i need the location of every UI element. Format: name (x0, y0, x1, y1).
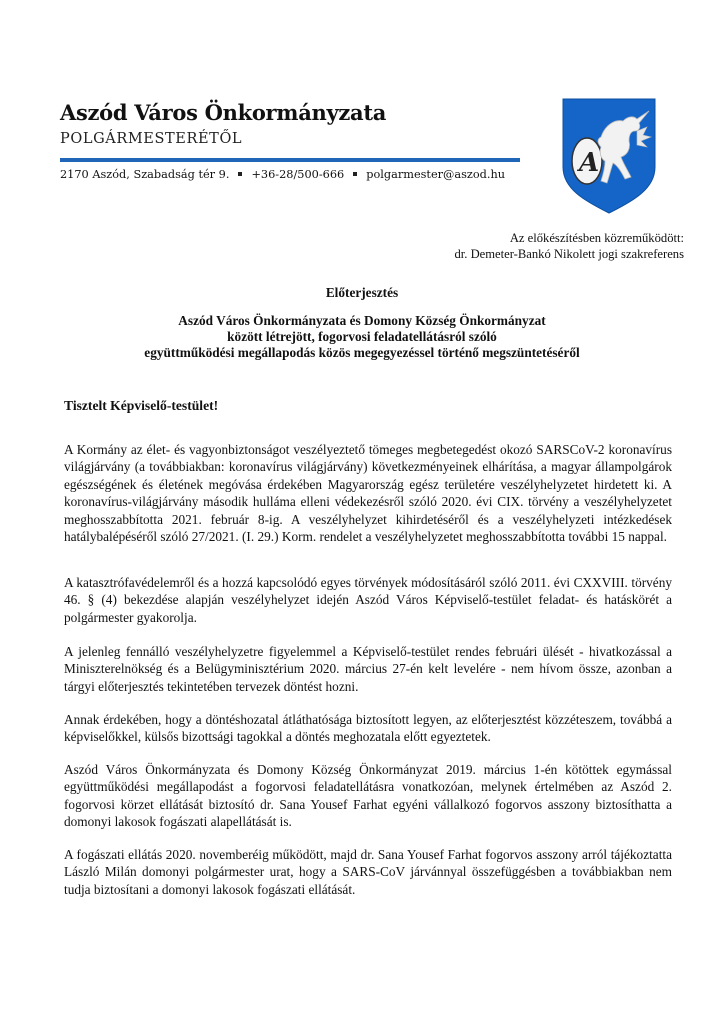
paragraph-text: A fogászati ellátás 2020. novemberéig működött, majd dr. Sana Yousef Farhat fogorvos asszony arról tájékoztatta László Milán domonyi polgármester urat, hogy a SARS-CoV járvánnyal összefüggésben a továbbiakban nem tudja biztosítani a domonyi lakosok fogászati ellátását. (64, 847, 672, 897)
address: 2170 Aszód, Szabadság tér 9. (60, 168, 230, 181)
preparation-person: dr. Demeter-Bankó Nikolett jogi szakreferens (454, 247, 684, 261)
paragraph-text: A Kormány az élet- és vagyonbiztonságot veszélyeztető tömeges megbetegedést okozó SARSCoV-2 koronavírus világjárvány (a továbbiakban: koronavírus világjárvány) következményeinek elhárítása, a magyar állampolgárok egészségének és életének megóvása érdekében Magyarország egész területére veszélyhelyzetet hirdetett ki. A koronavírus-világjárvány második hulláma elleni védekezésről szóló 2020. évi CIX. törvény a veszélyhelyzetet meghosszabbította 2021. február 8-ig. A veszélyhelyzet kihirdetéséről és a veszélyhelyzeti intézkedések hatálybalépéséről szóló 27/2021. (I. 29.) Korm. rendelet a veszélyhelyzetet meghosszabbította további 15 nappal. (64, 442, 672, 545)
document-type: Előterjesztés (325, 285, 399, 300)
office-name: POLGÁRMESTERÉTŐL (60, 131, 243, 147)
organization-name: Aszód Város Önkormányzata (60, 100, 387, 125)
paragraph-text: A katasztrófavédelemről és a hozzá kapcsolódó egyes törvények módosításáról szóló 2011. évi CXXVIII. törvény 46. § (4) bekezdése alapján veszélyhelyzet idején Aszód Város Képviselő-testület feladat- és hatáskörét a polgármester gyakorolja. (64, 575, 672, 625)
email: polgarmester@aszod.hu (366, 168, 506, 181)
salutation: Tisztelt Képviselő-testület! (64, 398, 219, 413)
subject-line: Aszód Város Önkormányzata és Domony Község Önkormányzat (178, 313, 546, 328)
paragraph-text: Aszód Város Önkormányzata és Domony Község Önkormányzat 2019. március 1-én kötöttek egymással együttműködési megállapodást a fogorvosi feladatellátásra vonatkozóan, melynek értelmében az Aszód 2. fogorvosi körzet ellátását biztosító dr. Sana Yousef Farhat egyéni vállalkozó fogorvos asszony biztosíthatta a domonyi lakosok fogászati alapellátását is. (64, 762, 672, 830)
coat-of-arms-icon (561, 97, 657, 215)
body-paragraph (64, 711, 672, 746)
preparation-label: Az előkészítésben közreműködött: (509, 231, 684, 245)
body-paragraph (64, 761, 672, 831)
svg-text:A: A (579, 148, 600, 178)
bullet-separator-icon (238, 172, 242, 176)
paragraph-text: Annak érdekében, hogy a döntéshozatal átláthatósága biztosított legyen, az előterjesztést közzéteszem, továbbá a képviselőkkel, külsős bizottsági tagokkal a döntés meghozatala előtt egyeztetek. (64, 712, 672, 745)
body-paragraph (64, 441, 672, 545)
body-paragraph (64, 643, 672, 695)
document-subject (0, 313, 724, 361)
header-divider (60, 158, 520, 162)
contact-line (60, 168, 505, 181)
subject-line: együttműködési megállapodás közös megegyezéssel történő megszüntetéséről (144, 345, 580, 360)
paragraph-text: A jelenleg fennálló veszélyhelyzetre figyelemmel a Képviselő-testület rendes februári ülését - hivatkozással a Miniszterelnökség és a Belügyminisztérium 2020. március 27-én kelt levelére - nem hívom össze, azonban a tárgyi előterjesztés tekintetében tervezek döntést hozni. (64, 644, 672, 694)
body-paragraph (64, 574, 672, 626)
bullet-separator-icon (353, 172, 357, 176)
phone: +36-28/500-666 (251, 168, 345, 181)
subject-line: között létrejött, fogorvosi feladatellátásról szóló (227, 329, 497, 344)
preparation-note (454, 230, 684, 262)
body-paragraph (64, 846, 672, 898)
